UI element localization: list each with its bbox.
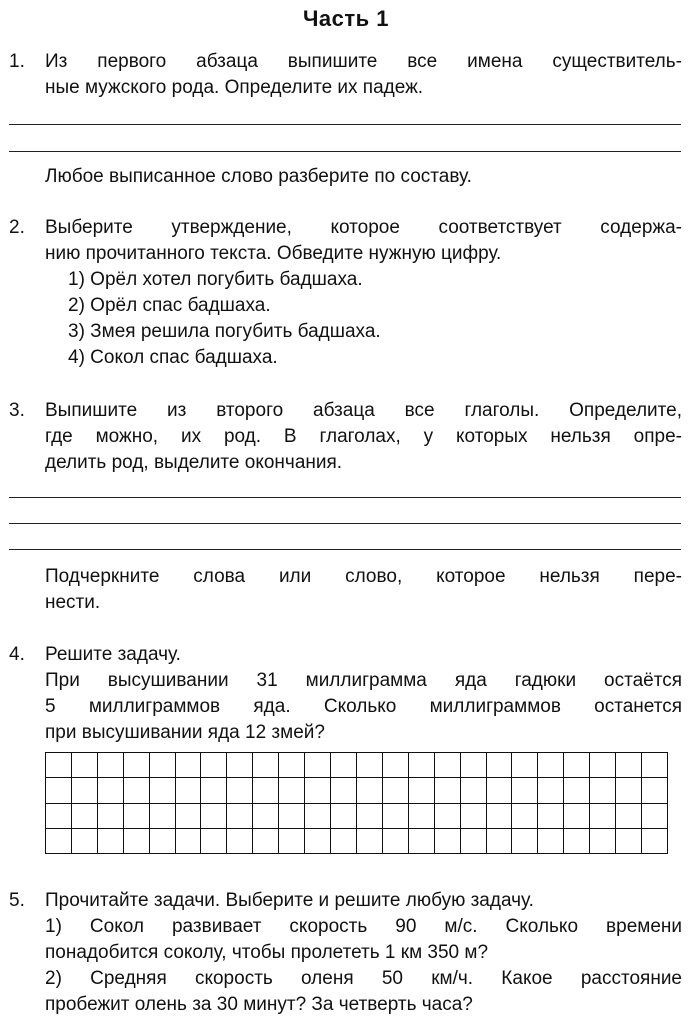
grid-cell[interactable] xyxy=(46,778,72,803)
grid-cell[interactable] xyxy=(46,829,72,854)
task-1-text-line-2: ные мужского рода. Определите их падеж. xyxy=(45,77,424,98)
grid-cell[interactable] xyxy=(616,753,642,778)
grid-cell[interactable] xyxy=(357,829,383,854)
grid-cell[interactable] xyxy=(564,804,590,829)
task-3-answer-line-3[interactable] xyxy=(9,549,681,550)
grid-cell[interactable] xyxy=(564,753,590,778)
grid-cell[interactable] xyxy=(72,778,98,803)
task-2-text-line-2: нию прочитанного текста. Обведите нужную цифру. xyxy=(45,243,502,264)
grid-cell[interactable] xyxy=(461,778,487,803)
task-4-number: 4. xyxy=(9,644,25,665)
task-1-answer-line-2[interactable] xyxy=(9,151,681,152)
grid-cell[interactable] xyxy=(227,829,253,854)
grid-cell[interactable] xyxy=(487,829,513,854)
task-4-answer-grid[interactable] xyxy=(45,752,668,854)
grid-cell[interactable] xyxy=(409,778,435,803)
grid-cell[interactable] xyxy=(538,829,564,854)
task-4-text-line-3: при высушивании яда 12 змей? xyxy=(45,722,325,743)
grid-cell[interactable] xyxy=(435,829,461,854)
grid-cell[interactable] xyxy=(124,804,150,829)
grid-cell[interactable] xyxy=(227,778,253,803)
grid-cell[interactable] xyxy=(409,804,435,829)
grid-cell[interactable] xyxy=(279,778,305,803)
grid-cell[interactable] xyxy=(435,753,461,778)
grid-cell[interactable] xyxy=(461,804,487,829)
grid-cell[interactable] xyxy=(590,804,616,829)
grid-cell[interactable] xyxy=(409,829,435,854)
task-3-answer-line-2[interactable] xyxy=(9,523,681,524)
grid-cell[interactable] xyxy=(642,829,668,854)
grid-cell[interactable] xyxy=(331,753,357,778)
grid-cell[interactable] xyxy=(538,753,564,778)
task-5-text-line-4: пробежит олень за 30 минут? За четверть часа? xyxy=(45,994,473,1015)
grid-cell[interactable] xyxy=(279,829,305,854)
grid-cell[interactable] xyxy=(305,804,331,829)
task-1-text-line-1: Из первого абзаца выпишите все имена существитель- xyxy=(45,51,682,72)
grid-cell[interactable] xyxy=(331,778,357,803)
task-2-number: 2. xyxy=(9,217,25,238)
grid-cell[interactable] xyxy=(124,778,150,803)
grid-cell[interactable] xyxy=(279,753,305,778)
grid-cell[interactable] xyxy=(590,753,616,778)
grid-cell[interactable] xyxy=(176,804,202,829)
task-4-heading: Решите задачу. xyxy=(45,644,181,665)
grid-cell[interactable] xyxy=(590,778,616,803)
grid-cell[interactable] xyxy=(98,829,124,854)
grid-cell[interactable] xyxy=(487,804,513,829)
grid-cell[interactable] xyxy=(253,829,279,854)
grid-cell[interactable] xyxy=(357,778,383,803)
grid-cell[interactable] xyxy=(487,753,513,778)
grid-cell[interactable] xyxy=(383,804,409,829)
task-4-text-line-1: При высушивании 31 миллиграмма яда гадюки остаётся xyxy=(45,670,682,691)
grid-cell[interactable] xyxy=(642,778,668,803)
grid-cell[interactable] xyxy=(487,778,513,803)
grid-cell[interactable] xyxy=(98,804,124,829)
grid-cell[interactable] xyxy=(461,753,487,778)
task-2-option-1[interactable]: 1) Орёл хотел погубить бадшаха. xyxy=(68,269,363,290)
grid-cell[interactable] xyxy=(642,804,668,829)
task-3-text-line-2: где можно, их род. В глаголах, у которых нельзя опре- xyxy=(45,426,682,447)
grid-cell[interactable] xyxy=(590,829,616,854)
task-2-option-3[interactable]: 3) Змея решила погубить бадшаха. xyxy=(68,321,381,342)
grid-cell[interactable] xyxy=(72,753,98,778)
grid-cell[interactable] xyxy=(227,753,253,778)
grid-cell[interactable] xyxy=(383,753,409,778)
grid-cell[interactable] xyxy=(538,778,564,803)
grid-cell[interactable] xyxy=(201,778,227,803)
grid-cell[interactable] xyxy=(383,778,409,803)
grid-cell[interactable] xyxy=(642,753,668,778)
grid-cell[interactable] xyxy=(150,804,176,829)
task-4-text-line-2: 5 миллиграммов яда. Сколько миллиграммов останется xyxy=(45,696,682,717)
task-2-option-4[interactable]: 4) Сокол спас бадшаха. xyxy=(68,347,278,368)
grid-cell[interactable] xyxy=(435,804,461,829)
grid-cell[interactable] xyxy=(201,829,227,854)
grid-cell[interactable] xyxy=(72,804,98,829)
grid-cell[interactable] xyxy=(564,778,590,803)
task-1-extra-text: Любое выписанное слово разберите по составу. xyxy=(45,166,472,187)
grid-cell[interactable] xyxy=(305,829,331,854)
grid-cell[interactable] xyxy=(176,753,202,778)
task-3-answer-line-1[interactable] xyxy=(9,497,681,498)
task-2-option-2[interactable]: 2) Орёл спас бадшаха. xyxy=(68,295,271,316)
grid-cell[interactable] xyxy=(616,778,642,803)
grid-cell[interactable] xyxy=(176,778,202,803)
task-5-text-line-3: 2) Средняя скорость оленя 50 км/ч. Какое расстояние xyxy=(45,968,682,989)
grid-cell[interactable] xyxy=(253,778,279,803)
grid-cell[interactable] xyxy=(331,829,357,854)
task-3-text-line-3: делить род, выделите окончания. xyxy=(45,452,343,473)
grid-cell[interactable] xyxy=(124,829,150,854)
task-2-text-line-1: Выберите утверждение, которое соответствует содержа- xyxy=(45,217,682,238)
grid-cell[interactable] xyxy=(253,804,279,829)
grid-cell[interactable] xyxy=(98,753,124,778)
grid-cell[interactable] xyxy=(124,753,150,778)
grid-cell[interactable] xyxy=(512,829,538,854)
grid-cell[interactable] xyxy=(72,829,98,854)
task-5-text-line-2: понадобится соколу, чтобы пролететь 1 км 350 м? xyxy=(45,942,489,963)
grid-cell[interactable] xyxy=(305,778,331,803)
grid-cell[interactable] xyxy=(512,753,538,778)
grid-cell[interactable] xyxy=(98,778,124,803)
grid-cell[interactable] xyxy=(357,753,383,778)
grid-cell[interactable] xyxy=(227,804,253,829)
grid-cell[interactable] xyxy=(46,753,72,778)
page-title: Часть 1 xyxy=(302,6,390,31)
grid-cell[interactable] xyxy=(201,753,227,778)
task-5-number: 5. xyxy=(9,890,25,911)
grid-cell[interactable] xyxy=(357,804,383,829)
task-3-text-line-1: Выпишите из второго абзаца все глаголы. Определите, xyxy=(45,400,682,421)
grid-cell[interactable] xyxy=(279,804,305,829)
grid-cell[interactable] xyxy=(150,778,176,803)
grid-cell[interactable] xyxy=(512,804,538,829)
task-3-extra-line-1: Подчеркните слова или слово, которое нельзя пере- xyxy=(45,566,682,587)
grid-cell[interactable] xyxy=(435,778,461,803)
task-1-answer-line-1[interactable] xyxy=(9,124,681,125)
task-5-heading: Прочитайте задачи. Выберите и решите любую задачу. xyxy=(45,890,534,911)
grid-cell[interactable] xyxy=(150,829,176,854)
grid-cell[interactable] xyxy=(616,829,642,854)
task-3-extra-line-2: нести. xyxy=(45,592,101,613)
grid-cell[interactable] xyxy=(409,753,435,778)
grid-cell[interactable] xyxy=(538,804,564,829)
grid-cell[interactable] xyxy=(150,753,176,778)
grid-cell[interactable] xyxy=(331,804,357,829)
grid-cell[interactable] xyxy=(616,804,642,829)
task-1-number: 1. xyxy=(9,51,25,72)
grid-cell[interactable] xyxy=(201,804,227,829)
grid-cell[interactable] xyxy=(512,778,538,803)
grid-cell[interactable] xyxy=(383,829,409,854)
task-3-number: 3. xyxy=(9,400,25,421)
grid-cell[interactable] xyxy=(305,753,331,778)
grid-cell[interactable] xyxy=(461,829,487,854)
grid-cell[interactable] xyxy=(564,829,590,854)
task-5-text-line-1: 1) Сокол развивает скорость 90 м/с. Сколько времени xyxy=(45,916,682,937)
grid-cell[interactable] xyxy=(176,829,202,854)
grid-cell[interactable] xyxy=(253,753,279,778)
grid-cell[interactable] xyxy=(46,804,72,829)
